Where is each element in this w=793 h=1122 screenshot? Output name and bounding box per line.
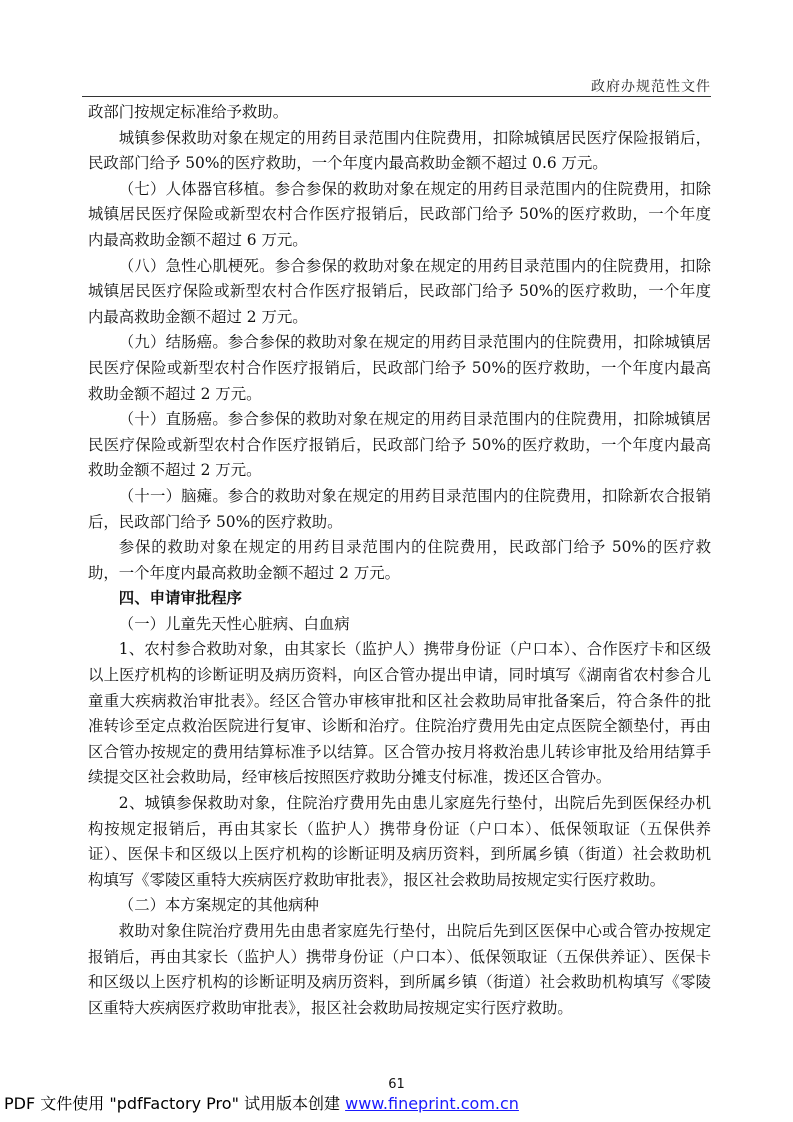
subsection-heading: （一）儿童先天性心脏病、白血病 bbox=[118, 614, 350, 633]
header-title: 政府办规范性文件 bbox=[591, 79, 711, 95]
pdf-watermark-footer bbox=[4, 1091, 519, 1114]
paragraph: 城镇参保救助对象在规定的用药目录范围内住院费用，扣除城镇居民医疗保险报销后，民政部门给予 50%的医疗救助，一个年度内最高救助金额不超过 0.6 万元。 bbox=[88, 128, 711, 173]
paragraph: 1、农村参合救助对象，由其家长（监护人）携带身份证（户口本）、合作医疗卡和区级以上医疗机构的诊断证明及病历资料，向区合管办提出申请，同时填写《湖南省农村参合儿童重大疾病救治审批表》。经区合管办审核审批和区社会救助局审批备案后，符合条件的批准转诊至定点救治医院进行复审、诊断和治疗。住院治疗费用先由定点医院全额垫付，再由区合管办按规定的费用结算标准予以结算。区合管办按月将救治患儿转诊审批及给用结算手续提交区社会救助局，经审核后按照医疗救助分摊支付标准，拨还区合管办。 bbox=[88, 640, 711, 787]
document-body bbox=[88, 100, 711, 1021]
paragraph: （八）急性心肌梗死。参合参保的救助对象在规定的用药目录范围内的住院费用，扣除城镇居民医疗保险或新型农村合作医疗报销后，民政部门给予 50%的医疗救助，一个年度内最高救助金额不超过 2 万元。 bbox=[88, 256, 711, 326]
subsection-heading: （二）本方案规定的其他病种 bbox=[118, 896, 319, 915]
page-number: 61 bbox=[388, 1077, 405, 1092]
footer-link[interactable]: www.fineprint.com.cn bbox=[345, 1094, 519, 1113]
paragraph: 2、城镇参保救助对象，住院治疗费用先由患儿家庭先行垫付，出院后先到医保经办机构按规定报销后，再由其家长（监护人）携带身份证（户口本）、低保领取证（五保供养证）、医保卡和区级以上医疗机构的诊断证明及病历资料，到所属乡镇（街道）社会救助机构填写《零陵区重特大疾病医疗救助审批表》，报区社会救助局按规定实行医疗救助。 bbox=[88, 794, 711, 889]
paragraph: （九）结肠癌。参合参保的救助对象在规定的用药目录范围内的住院费用，扣除城镇居民医疗保险或新型农村合作医疗报销后，民政部门给予 50%的医疗救助，一个年度内最高救助金额不超过 2 万元。 bbox=[88, 333, 711, 403]
paragraph: （十）直肠癌。参合参保的救助对象在规定的用药目录范围内的住院费用，扣除城镇居民医疗保险或新型农村合作医疗报销后，民政部门给予 50%的医疗救助，一个年度内最高救助金额不超过 2 万元。 bbox=[88, 410, 711, 480]
paragraph: 政部门按规定标准给予救助。 bbox=[88, 103, 289, 121]
header-divider bbox=[82, 96, 711, 97]
paragraph: （十一）脑瘫。参合的救助对象在规定的用药目录范围内的住院费用，扣除新农合报销后，民政部门给予 50%的医疗救助。 bbox=[88, 486, 711, 531]
paragraph: （七）人体器官移植。参合参保的救助对象在规定的用药目录范围内的住院费用，扣除城镇居民医疗保险或新型农村合作医疗报销后，民政部门给予 50%的医疗救助，一个年度内最高救助金额不超过 6 万元。 bbox=[88, 179, 711, 249]
paragraph: 参保的救助对象在规定的用药目录范围内的住院费用，民政部门给予 50%的医疗救助，一个年度内最高救助金额不超过 2 万元。 bbox=[88, 538, 711, 582]
section-heading: 四、申请审批程序 bbox=[118, 589, 242, 608]
paragraph: 救助对象住院治疗费用先由患者家庭先行垫付，出院后先到区医保中心或合管办按规定报销后，再由其家长（监护人）携带身份证（户口本）、低保领取证（五保供养证）、医保卡和区级以上医疗机构的诊断证明及病历资料，到所属乡镇（街道）社会救助机构填写《零陵区重特大疾病医疗救助审批表》，报区社会救助局按规定实行医疗救助。 bbox=[88, 922, 711, 1017]
footer-text: PDF 文件使用 "pdfFactory Pro" 试用版本创建 bbox=[4, 1094, 346, 1113]
